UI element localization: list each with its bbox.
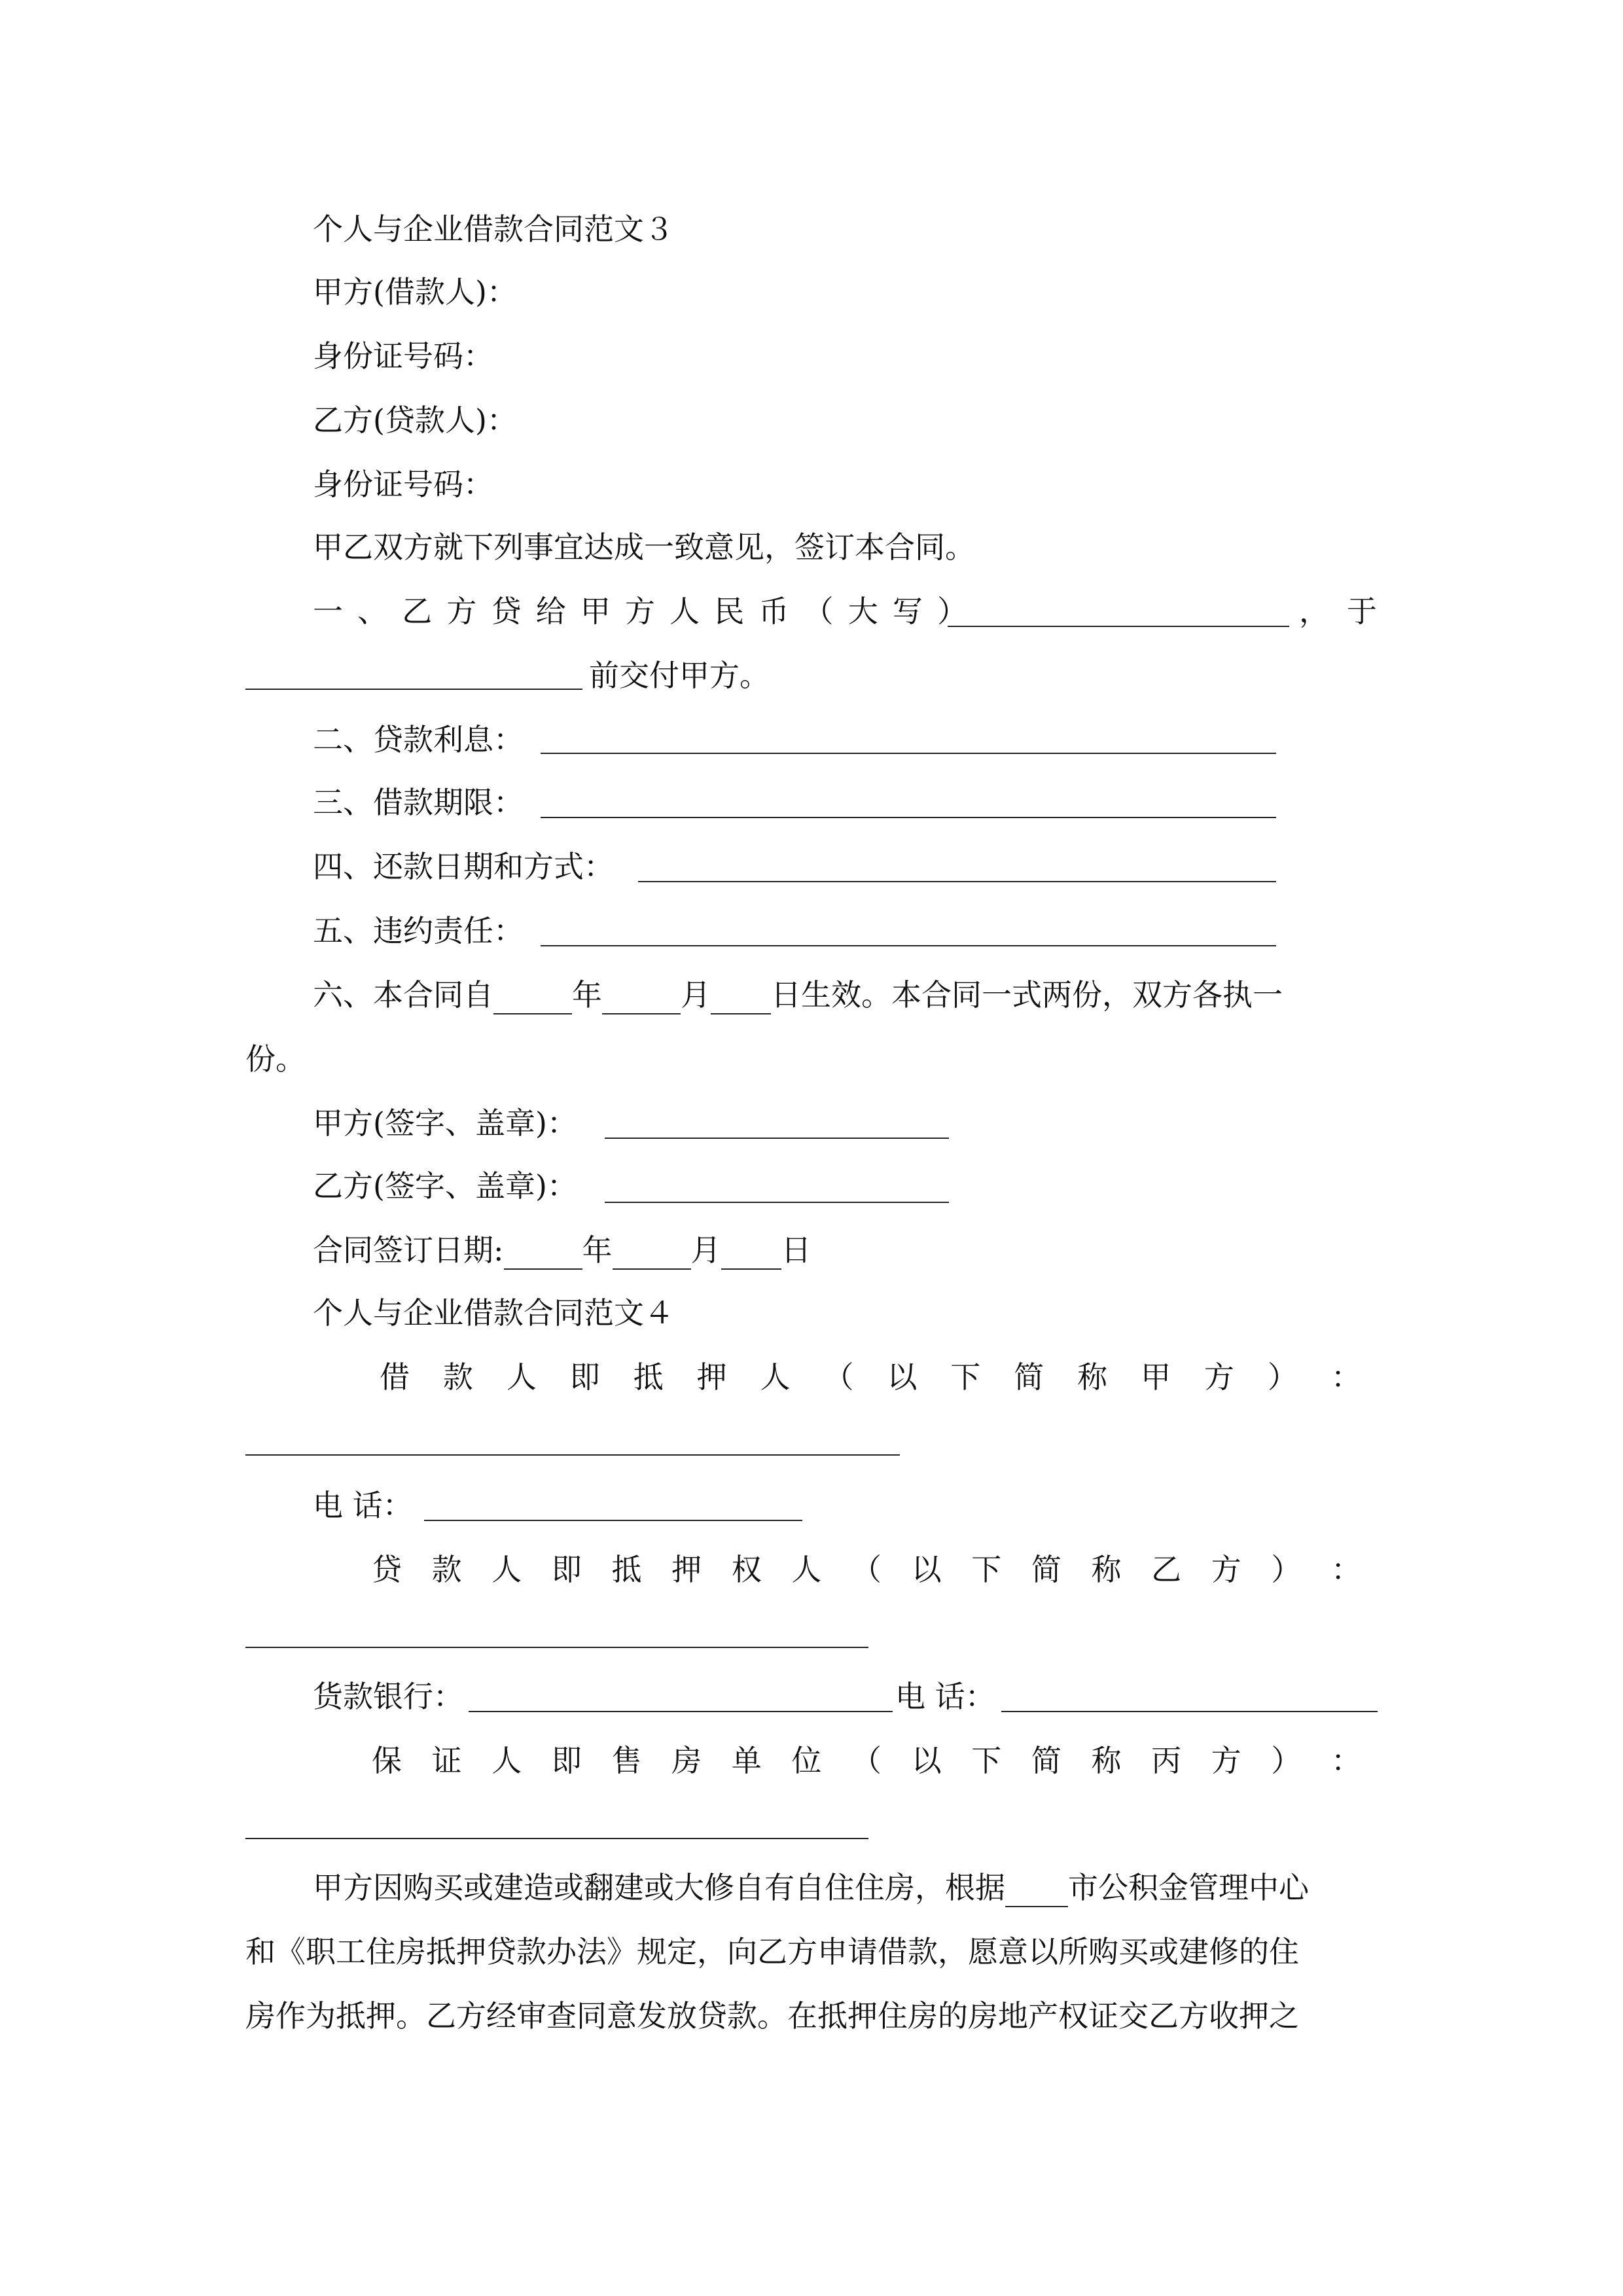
item-4-label: 四、还款日期和方式：	[313, 849, 614, 884]
item-6-day-blank	[711, 984, 771, 1014]
borrower-char: ：	[1330, 1359, 1361, 1395]
borrower-char: 以	[887, 1359, 918, 1395]
date-month-blank	[613, 1240, 691, 1270]
bank-label: 货款银行：	[313, 1679, 463, 1714]
phone-2-blank	[1001, 1711, 1378, 1712]
guarantor-char: （	[851, 1743, 882, 1778]
date-month: 月	[690, 1232, 721, 1268]
lender-char: 以	[911, 1552, 942, 1587]
item-3-label: 三、借款期限：	[313, 785, 524, 820]
item-2-label: 二、贷款利息：	[313, 722, 524, 757]
item-1-amount-blank	[948, 626, 1289, 627]
item-1-char: 方	[446, 594, 477, 629]
lender-char: ）	[1271, 1552, 1302, 1587]
item-6-month: 月	[681, 977, 711, 1013]
guarantor-char: 以	[911, 1743, 942, 1778]
borrower-char: 款	[442, 1359, 473, 1395]
guarantor-char: 人	[491, 1743, 522, 1778]
item-6-year: 年	[572, 977, 602, 1013]
item-1-char: ）	[936, 594, 967, 629]
item-1-char: 大	[847, 594, 878, 629]
phone-1-label: 电 话：	[313, 1488, 413, 1523]
title-4: 个人与企业借款合同范文４	[313, 1295, 674, 1331]
item-5-label: 五、违约责任：	[313, 913, 524, 948]
guarantor-char: ）	[1271, 1743, 1302, 1778]
item-1-char: 人	[669, 594, 700, 629]
city-blank	[1005, 1877, 1068, 1907]
item-6-rest: 日生效。本合同一式两份，双方各执一	[771, 977, 1283, 1013]
item-6-line	[313, 975, 1283, 1014]
lender-char: 押	[671, 1552, 702, 1587]
borrower-char: 人	[506, 1359, 537, 1395]
paragraph-1-start: 甲方因购买或建造或翻建或大修自有自住住房，根据	[313, 1870, 1005, 1905]
borrower-char: 称	[1077, 1359, 1108, 1395]
item-6-end: 份。	[245, 1041, 306, 1077]
date-year-blank	[504, 1240, 582, 1270]
item-1-char: 写	[892, 594, 923, 629]
borrower-blank	[245, 1454, 900, 1456]
item-1-date-blank	[245, 689, 582, 690]
item-2-blank	[541, 753, 1276, 754]
date-year: 年	[582, 1232, 613, 1268]
bank-blank	[469, 1711, 893, 1712]
guarantor-char: 下	[971, 1743, 1002, 1778]
guarantor-char: 方	[1211, 1743, 1241, 1778]
item-1-char: 一	[313, 594, 343, 629]
paragraph-line-1	[313, 1868, 1309, 1907]
item-1-comma: ，	[1299, 594, 1329, 629]
lender-line	[372, 1550, 1361, 1589]
paragraph-1-end: 市公积金管理中心	[1068, 1870, 1309, 1905]
party-b-label: 乙方(贷款人)：	[313, 403, 517, 438]
item-1-char: 甲	[580, 594, 611, 629]
phone-1-blank	[424, 1520, 802, 1521]
borrower-char: （	[823, 1359, 854, 1395]
item-4-blank	[638, 881, 1276, 882]
lender-char: 乙	[1151, 1552, 1182, 1587]
borrower-line	[380, 1357, 1361, 1397]
phone-2-label: 电 话：	[895, 1679, 995, 1714]
agreement-sentence: 甲乙双方就下列事宜达成一致意见，签订本合同。	[313, 529, 975, 565]
signing-date-label: 合同签订日期:	[313, 1232, 504, 1268]
borrower-char: 甲	[1141, 1359, 1171, 1395]
guarantor-char: 售	[611, 1743, 642, 1778]
borrower-char: 抵	[633, 1359, 664, 1395]
guarantor-line	[372, 1741, 1361, 1780]
lender-char: 贷	[372, 1552, 402, 1587]
guarantor-char: 简	[1031, 1743, 1061, 1778]
borrower-char: 下	[950, 1359, 981, 1395]
item-1-char: 乙	[402, 594, 433, 629]
item-1-char: 给	[535, 594, 566, 629]
guarantor-char: 单	[731, 1743, 762, 1778]
item-1-tail: 前交付甲方。	[589, 658, 770, 693]
item-5-blank	[541, 945, 1276, 946]
borrower-char: 方	[1204, 1359, 1234, 1395]
lender-char: 款	[431, 1552, 462, 1587]
paragraph-line-3: 房作为抵押。乙方经审查同意发放贷款。在抵押住房的房地产权证交乙方收押之	[245, 1998, 1299, 2034]
lender-char: ：	[1331, 1552, 1361, 1587]
lender-char: 抵	[611, 1552, 642, 1587]
guarantor-char: 保	[372, 1743, 402, 1778]
guarantor-blank	[245, 1838, 868, 1839]
lender-char: 简	[1031, 1552, 1061, 1587]
borrower-char: ）	[1267, 1359, 1298, 1395]
item-1-char: 方	[624, 594, 655, 629]
sign-b-label: 乙方(签字、盖章)：	[313, 1168, 577, 1204]
borrower-char: 押	[696, 1359, 727, 1395]
lender-char: 人	[491, 1552, 522, 1587]
lender-char: 即	[551, 1552, 582, 1587]
id-number-label-1: 身份证号码：	[313, 338, 493, 374]
date-day-blank	[721, 1240, 781, 1270]
item-1-char: （	[803, 594, 834, 629]
item-3-blank	[541, 817, 1276, 818]
borrower-char: 简	[1014, 1359, 1044, 1395]
guarantor-char: 称	[1091, 1743, 1122, 1778]
guarantor-char: 位	[791, 1743, 822, 1778]
guarantor-char: 房	[671, 1743, 702, 1778]
sign-b-blank	[605, 1202, 949, 1203]
item-1-char: 、	[357, 594, 388, 629]
item-1-yu: 于	[1347, 594, 1377, 629]
borrower-char: 即	[569, 1359, 600, 1395]
lender-char: 方	[1211, 1552, 1241, 1587]
item-1-char: 民	[714, 594, 745, 629]
lender-char: 称	[1091, 1552, 1122, 1587]
lender-char: 权	[731, 1552, 762, 1587]
sign-a-label: 甲方(签字、盖章)：	[313, 1105, 577, 1141]
item-1-char: 贷	[491, 594, 522, 629]
guarantor-char: 即	[551, 1743, 582, 1778]
guarantor-char: 丙	[1151, 1743, 1182, 1778]
lender-char: 人	[791, 1552, 822, 1587]
guarantor-char: ：	[1331, 1743, 1361, 1778]
item-6-year-blank	[493, 984, 572, 1014]
lender-blank	[245, 1647, 868, 1648]
item-1-char: 币	[758, 594, 789, 629]
party-a-label: 甲方(借款人)：	[313, 274, 517, 310]
item-6-month-blank	[602, 984, 681, 1014]
sign-a-blank	[605, 1138, 949, 1139]
borrower-char: 借	[380, 1359, 410, 1395]
item-1-line	[313, 592, 967, 631]
guarantor-char: 证	[431, 1743, 462, 1778]
date-day: 日	[781, 1232, 812, 1268]
lender-char: 下	[971, 1552, 1002, 1587]
item-6-start: 六、本合同自	[313, 977, 493, 1013]
paragraph-line-2: 和《职工住房抵押贷款办法》规定，向乙方申请借款，愿意以所购买或建修的住	[245, 1934, 1299, 1969]
signing-date-line	[313, 1230, 812, 1270]
id-number-label-2: 身份证号码：	[313, 467, 493, 502]
title-3: 个人与企业借款合同范文３	[313, 211, 674, 247]
lender-char: （	[851, 1552, 882, 1587]
borrower-char: 人	[760, 1359, 791, 1395]
